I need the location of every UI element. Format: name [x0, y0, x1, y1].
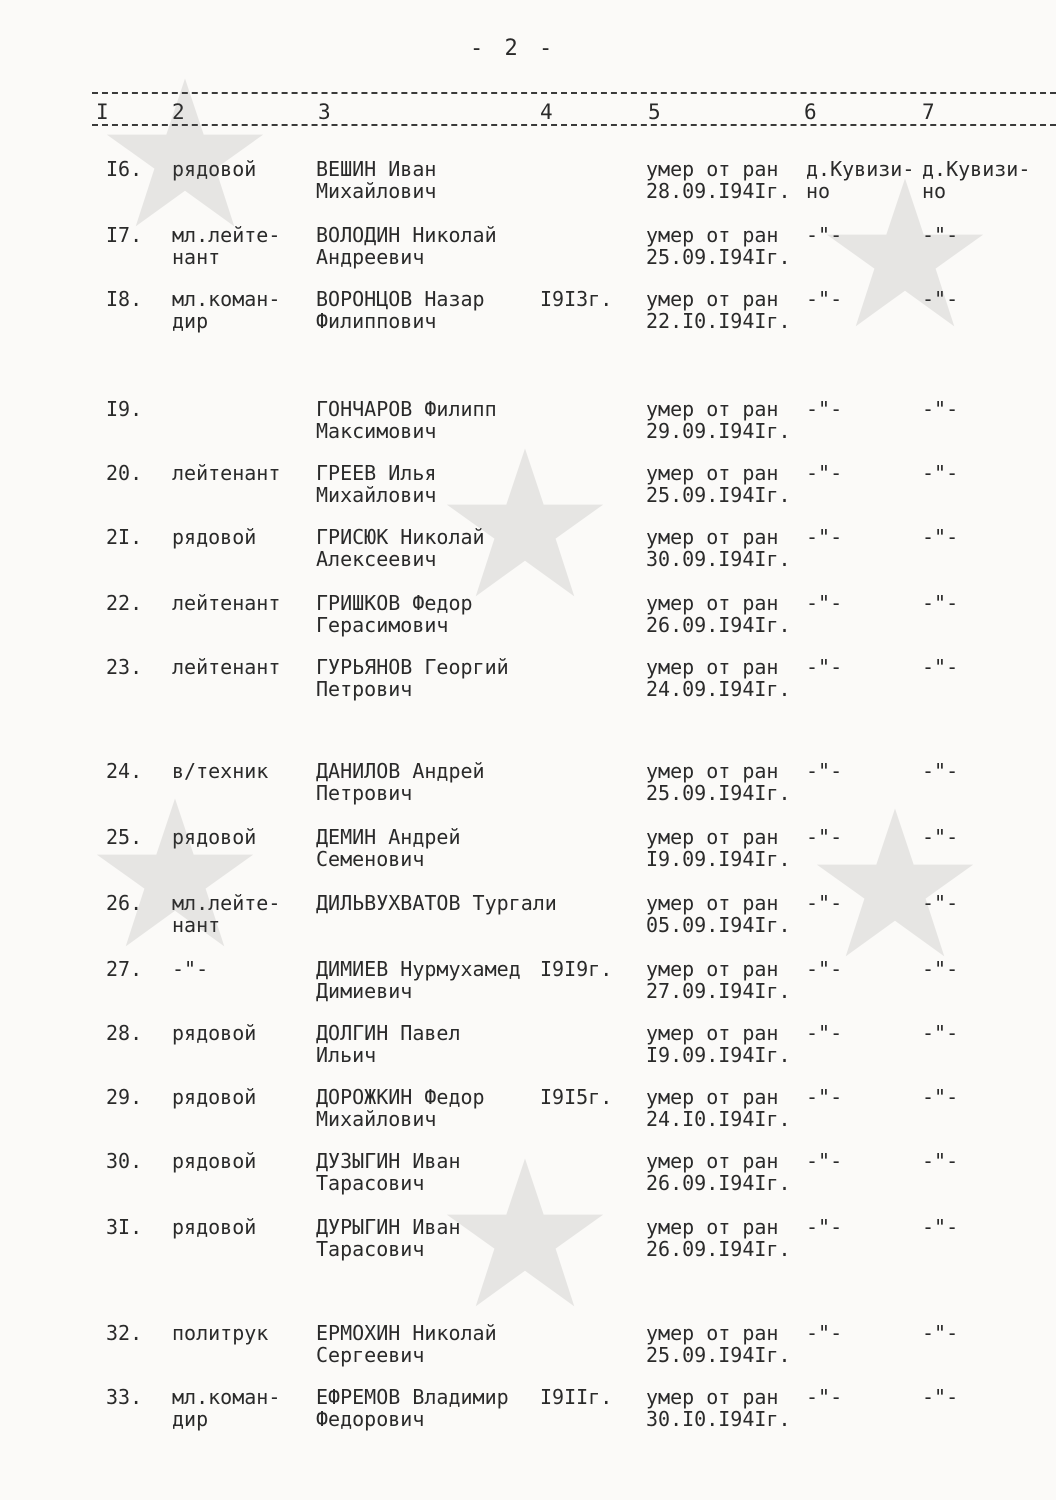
entry-status: умер от ран 24.I0.I94Iг. — [646, 1085, 791, 1131]
entry-name: ДИМИЕВ Нурмухамед Димиевич — [316, 957, 521, 1003]
entry-col7: -"- — [922, 891, 959, 915]
entry-name: ДУРЫГИН Иван Тарасович — [316, 1215, 461, 1261]
header-rule-bottom — [92, 124, 1056, 126]
header-rule-top — [92, 92, 1056, 94]
entry-col7: -"- — [922, 759, 959, 783]
entry-name: ЕРМОХИН Николай Сергеевич — [316, 1321, 497, 1367]
entry-status: умер от ран 25.09.I94Iг. — [646, 759, 791, 805]
entry-col7: -"- — [922, 825, 959, 849]
entry-status: умер от ран 26.09.I94Iг. — [646, 591, 791, 637]
entry-rank: рядовой — [172, 157, 257, 181]
entry-number: 28. — [106, 1021, 143, 1045]
entry-birth-year: I9I3г. — [540, 287, 613, 311]
entry-status: умер от ран 05.09.I94Iг. — [646, 891, 791, 937]
entry-col6: -"- — [806, 397, 843, 421]
entry-col7: -"- — [922, 1321, 959, 1345]
entry-status: умер от ран 27.09.I94Iг. — [646, 957, 791, 1003]
entry-number: I7. — [106, 223, 143, 247]
entry-status: умер от ран 28.09.I94Iг. — [646, 157, 791, 203]
entry-number: I6. — [106, 157, 143, 181]
entry-name: ДУЗЫГИН Иван Тарасович — [316, 1149, 461, 1195]
entry-number: 20. — [106, 461, 143, 485]
entry-col6: -"- — [806, 1085, 843, 1109]
page-number: - 2 - — [470, 36, 557, 61]
entry-status: умер от ран 24.09.I94Iг. — [646, 655, 791, 701]
column-header-4: 4 — [540, 100, 553, 124]
entry-name: ГРИШКОВ Федор Герасимович — [316, 591, 473, 637]
entry-name: ДОРОЖКИН Федор Михайлович — [316, 1085, 485, 1131]
entry-number: 23. — [106, 655, 143, 679]
entry-col7: -"- — [922, 1149, 959, 1173]
entry-number: 3I. — [106, 1215, 143, 1239]
column-header-1: I — [96, 100, 109, 124]
entry-col7: -"- — [922, 957, 959, 981]
entry-number: 32. — [106, 1321, 143, 1345]
entry-col7: -"- — [922, 397, 959, 421]
entry-birth-year: I9I5г. — [540, 1085, 613, 1109]
entry-rank: в/техник — [172, 759, 269, 783]
entry-col6: -"- — [806, 1149, 843, 1173]
entry-rank: мл.лейте- нант — [172, 891, 281, 937]
column-header-3: 3 — [318, 100, 331, 124]
entry-rank: рядовой — [172, 525, 257, 549]
entry-rank: рядовой — [172, 1149, 257, 1173]
entry-col6: -"- — [806, 223, 843, 247]
entry-rank: лейтенант — [172, 655, 281, 679]
entry-col7: -"- — [922, 655, 959, 679]
entry-number: 27. — [106, 957, 143, 981]
entry-col6: -"- — [806, 825, 843, 849]
entry-rank: лейтенант — [172, 591, 281, 615]
entry-col6: -"- — [806, 287, 843, 311]
column-header-7: 7 — [922, 100, 935, 124]
entry-rank: рядовой — [172, 825, 257, 849]
entry-col6: -"- — [806, 1321, 843, 1345]
entry-status: умер от ран 25.09.I94Iг. — [646, 223, 791, 269]
entry-rank: -"- — [172, 957, 209, 981]
entry-col7: -"- — [922, 591, 959, 615]
entry-col7: -"- — [922, 287, 959, 311]
entry-name: ДИЛЬВУХВАТОВ Тургали — [316, 891, 557, 915]
entry-status: умер от ран 30.I0.I94Iг. — [646, 1385, 791, 1431]
entry-col7: -"- — [922, 1215, 959, 1239]
entry-name: ЕФРЕМОВ Владимир Федорович — [316, 1385, 509, 1431]
entry-rank: лейтенант — [172, 461, 281, 485]
entry-rank: рядовой — [172, 1085, 257, 1109]
entry-col7: -"- — [922, 1021, 959, 1045]
entry-rank: мл.коман- дир — [172, 1385, 281, 1431]
entry-number: 2I. — [106, 525, 143, 549]
entry-birth-year: I9I9г. — [540, 957, 613, 981]
entry-rank: политрук — [172, 1321, 269, 1345]
watermark-logo — [440, 1150, 610, 1320]
entry-name: ВОЛОДИН Николай Андреевич — [316, 223, 497, 269]
entry-status: умер от ран 25.09.I94Iг. — [646, 461, 791, 507]
entry-col6: -"- — [806, 891, 843, 915]
entry-number: I8. — [106, 287, 143, 311]
entry-name: ВЕШИН Иван Михайлович — [316, 157, 437, 203]
entry-col7: -"- — [922, 223, 959, 247]
entry-col6: -"- — [806, 1385, 843, 1409]
entry-status: умер от ран 26.09.I94Iг. — [646, 1149, 791, 1195]
entry-rank: мл.лейте- нант — [172, 223, 281, 269]
column-header-2: 2 — [172, 100, 185, 124]
column-header-5: 5 — [648, 100, 661, 124]
entry-col6: д.Кувизи- но — [806, 157, 915, 203]
entry-number: 30. — [106, 1149, 143, 1173]
entry-col6: -"- — [806, 1021, 843, 1045]
entry-col7: -"- — [922, 461, 959, 485]
entry-col7: -"- — [922, 1385, 959, 1409]
entry-status: умер от ран I9.09.I94Iг. — [646, 825, 791, 871]
entry-col6: -"- — [806, 525, 843, 549]
entry-col6: -"- — [806, 1215, 843, 1239]
entry-number: 25. — [106, 825, 143, 849]
entry-name: ГРЕЕВ Илья Михайлович — [316, 461, 437, 507]
entry-status: умер от ран 29.09.I94Iг. — [646, 397, 791, 443]
entry-col7: д.Кувизи- но — [922, 157, 1031, 203]
entry-number: 26. — [106, 891, 143, 915]
column-header-6: 6 — [804, 100, 817, 124]
entry-number: 33. — [106, 1385, 143, 1409]
entry-name: ВОРОНЦОВ Назар Филиппович — [316, 287, 485, 333]
entry-col6: -"- — [806, 957, 843, 981]
watermark-logo — [100, 70, 270, 240]
entry-status: умер от ран 25.09.I94Iг. — [646, 1321, 791, 1367]
entry-name: ДЕМИН Андрей Семенович — [316, 825, 461, 871]
entry-birth-year: I9IIг. — [540, 1385, 613, 1409]
entry-name: ГУРЬЯНОВ Георгий Петрович — [316, 655, 509, 701]
entry-name: ГРИСЮК Николай Алексеевич — [316, 525, 485, 571]
entry-name: ГОНЧАРОВ Филипп Максимович — [316, 397, 497, 443]
entry-status: умер от ран 26.09.I94Iг. — [646, 1215, 791, 1261]
entry-status: умер от ран 22.I0.I94Iг. — [646, 287, 791, 333]
entry-col7: -"- — [922, 525, 959, 549]
entry-col7: -"- — [922, 1085, 959, 1109]
entry-number: 29. — [106, 1085, 143, 1109]
entry-number: 22. — [106, 591, 143, 615]
entry-number: 24. — [106, 759, 143, 783]
entry-status: умер от ран 30.09.I94Iг. — [646, 525, 791, 571]
entry-col6: -"- — [806, 759, 843, 783]
entry-rank: мл.коман- дир — [172, 287, 281, 333]
entry-rank: рядовой — [172, 1021, 257, 1045]
entry-name: ДАНИЛОВ Андрей Петрович — [316, 759, 485, 805]
entry-col6: -"- — [806, 591, 843, 615]
entry-col6: -"- — [806, 655, 843, 679]
entry-rank: рядовой — [172, 1215, 257, 1239]
entry-number: I9. — [106, 397, 143, 421]
entry-col6: -"- — [806, 461, 843, 485]
entry-name: ДОЛГИН Павел Ильич — [316, 1021, 461, 1067]
entry-status: умер от ран I9.09.I94Iг. — [646, 1021, 791, 1067]
